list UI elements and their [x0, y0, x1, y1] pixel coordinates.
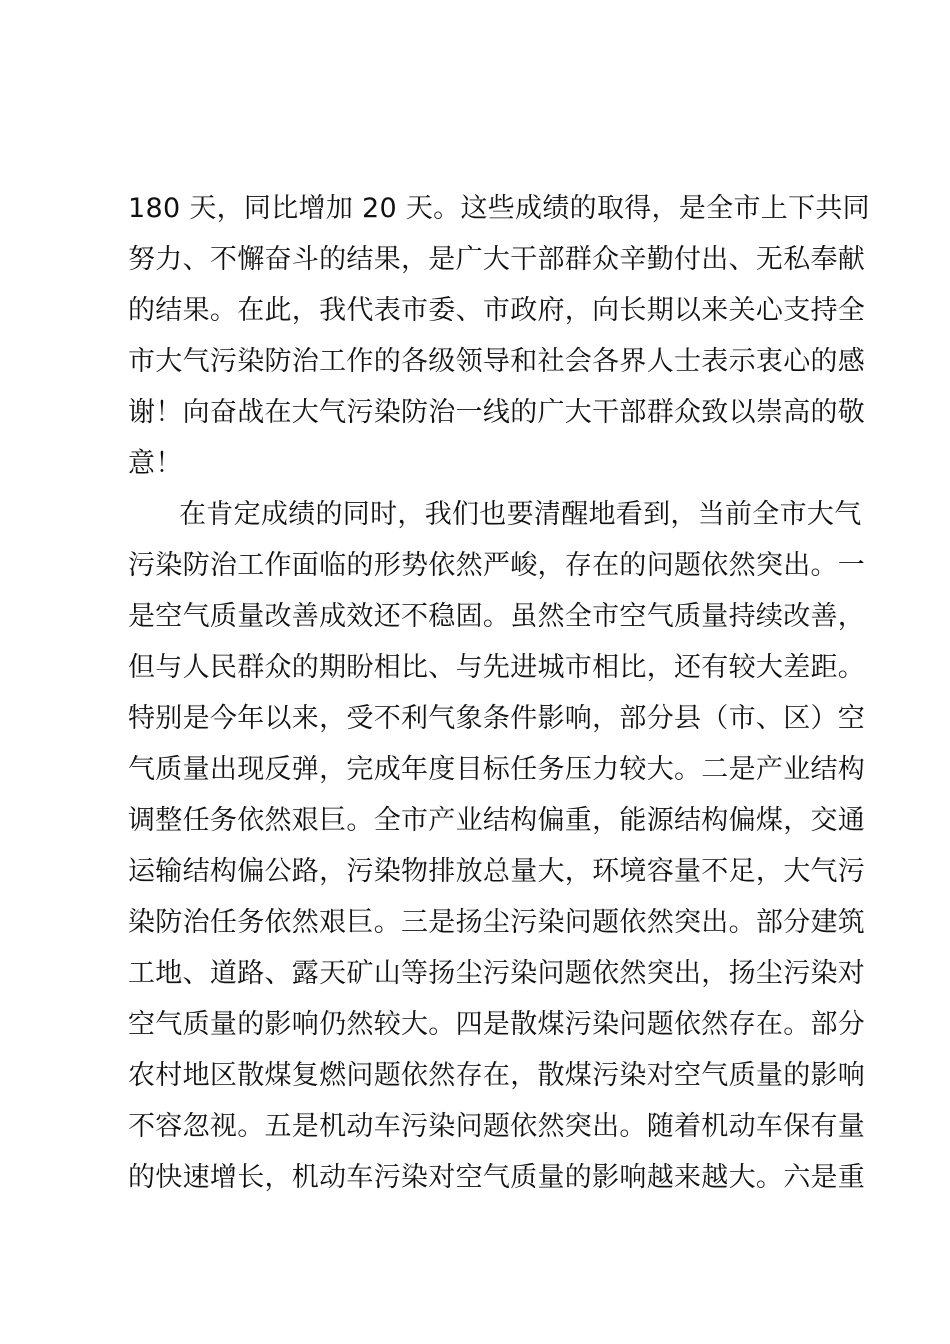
text-line: 调整任务依然艰巨。全市产业结构偏重，能源结构偏煤，交通 [128, 805, 866, 836]
text-line: 的结果。在此，我代表市委、市政府，向长期以来关心支持全 [128, 295, 866, 326]
text-line: 努力、不懈奋斗的结果，是广大干部群众辛勤付出、无私奉献 [128, 244, 866, 275]
text-line: 市大气污染防治工作的各级领导和社会各界人士表示衷心的感 [128, 346, 866, 377]
text-line: 是空气质量改善成效还不稳固。虽然全市空气质量持续改善， [128, 601, 866, 632]
text-line: 的快速增长，机动车污染对空气质量的影响越来越大。六是重 [128, 1162, 866, 1193]
body-text [128, 183, 870, 1203]
paragraph-start-line: 在肯定成绩的同时，我们也要清醒地看到，当前全市大气 [179, 499, 862, 530]
text-line: 染防治任务依然艰巨。三是扬尘污染问题依然突出。部分建筑 [128, 907, 866, 938]
text-line: 空气质量的影响仍然较大。四是散煤污染问题依然存在。部分 [128, 1009, 866, 1040]
text-line: 但与人民群众的期盼相比、与先进城市相比，还有较大差距。 [128, 652, 866, 683]
text-line: 气质量出现反弹，完成年度目标任务压力较大。二是产业结构 [128, 754, 866, 785]
text-line: 农村地区散煤复燃问题依然存在，散煤污染对空气质量的影响 [128, 1060, 866, 1091]
text-line: 谢！向奋战在大气污染防治一线的广大干部群众致以崇高的敬 [128, 397, 866, 428]
text-line: 工地、道路、露天矿山等扬尘污染问题依然突出，扬尘污染对 [128, 958, 866, 989]
text-line: 意！ [128, 448, 183, 479]
text-line: 污染防治工作面临的形势依然严峻，存在的问题依然突出。一 [128, 550, 866, 581]
text-line: 180 天，同比增加 20 天。这些成绩的取得，是全市上下共同 [128, 193, 870, 224]
text-line: 不容忽视。五是机动车污染问题依然突出。随着机动车保有量 [128, 1111, 866, 1142]
text-line: 特别是今年以来，受不利气象条件影响，部分县（市、区）空 [128, 703, 866, 734]
text-line: 运输结构偏公路，污染物排放总量大，环境容量不足，大气污 [128, 856, 866, 887]
